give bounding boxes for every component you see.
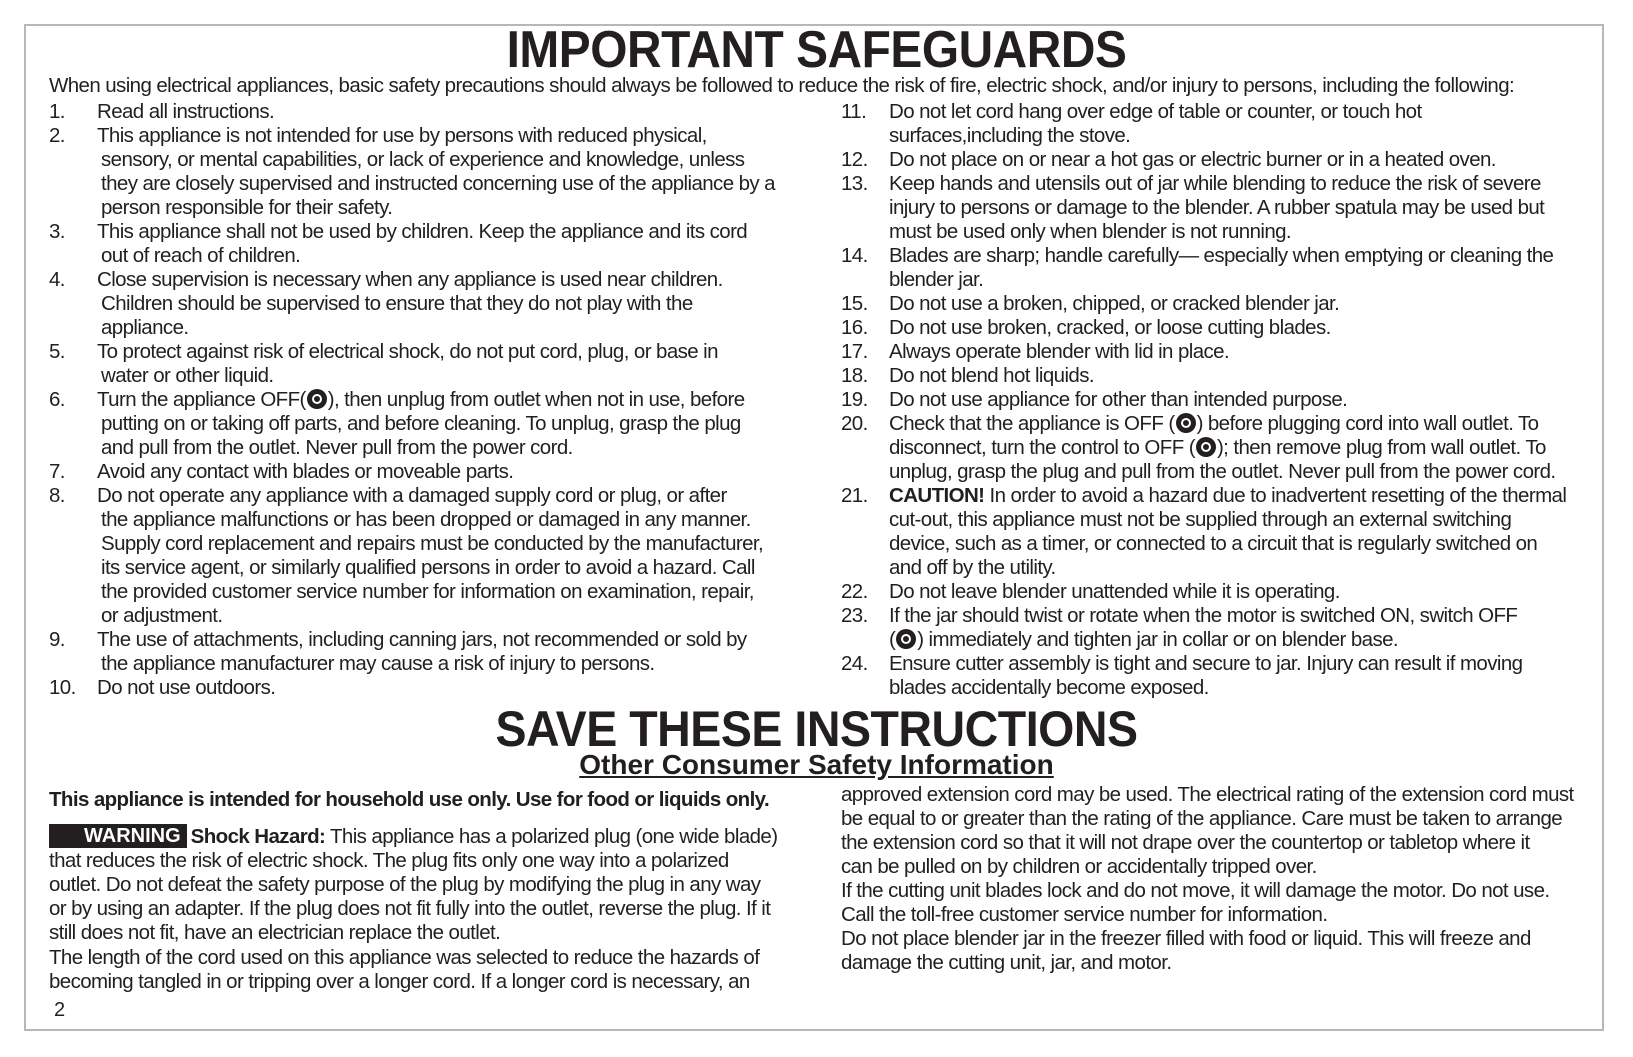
item-line: they are closely supervised and instructed concerning use of the appliance by a xyxy=(101,172,775,195)
item-line: Do not use broken, cracked, or loose cutting blades. xyxy=(889,316,1331,339)
item-text xyxy=(889,604,1591,652)
save-instructions-title: SAVE THESE INSTRUCTIONS xyxy=(495,701,1138,757)
item-number: 5. xyxy=(49,340,65,363)
item-line: ( ) immediately and tighten jar in collar or on blender base. xyxy=(889,628,1399,651)
shock-hazard-first-line xyxy=(49,824,789,849)
item-text xyxy=(889,316,1591,340)
item-line: Supply cord replacement and repairs must be conducted by the manufacturer, xyxy=(101,532,764,555)
item-line: or adjustment. xyxy=(101,604,223,627)
item-line: device, such as a timer, or connected to a circuit that is regularly switched on xyxy=(889,532,1538,555)
paragraph-line: that reduces the risk of electric shock. The plug fits only one way into a polarized xyxy=(49,849,729,872)
power-off-icon xyxy=(896,629,916,649)
page-number: 2 xyxy=(54,999,66,1021)
item-number: 13. xyxy=(841,172,868,195)
paragraph-line: The length of the cord used on this appliance was selected to reduce the hazards of xyxy=(49,946,760,969)
cord-length-paragraph xyxy=(49,946,789,994)
shock-hazard-paragraph xyxy=(49,824,789,945)
extension-cord-paragraph xyxy=(841,783,1601,975)
household-use-notice: This appliance is intended for household use only. Use for food or liquids only. xyxy=(49,788,770,811)
item-number: 12. xyxy=(841,148,868,171)
safeguard-item xyxy=(49,676,799,700)
safeguard-item xyxy=(49,268,799,340)
item-line: Avoid any contact with blades or moveable parts. xyxy=(97,460,514,483)
power-off-icon xyxy=(1176,413,1196,433)
item-line: sensory, or mental capabilities, or lack of experience and knowledge, unless xyxy=(101,148,745,171)
item-line: CAUTION! In order to avoid a hazard due to inadvertent resetting of the thermal xyxy=(889,484,1567,507)
item-line: This appliance shall not be used by children. Keep the appliance and its cord xyxy=(97,220,748,243)
paragraph-line: or by using an adapter. If the plug does not fit fully into the outlet, reverse the plug. If it xyxy=(49,897,771,920)
safeguard-item xyxy=(841,148,1591,172)
item-line: Check that the appliance is OFF ( ) before plugging cord into wall outlet. To xyxy=(889,412,1539,435)
item-text xyxy=(889,148,1591,172)
item-line: Do not blend hot liquids. xyxy=(889,364,1094,387)
item-number: 2. xyxy=(49,124,65,147)
item-number: 9. xyxy=(49,628,65,651)
item-text xyxy=(97,676,799,700)
item-number: 23. xyxy=(841,604,868,627)
item-line: Do not use a broken, chipped, or cracked blender jar. xyxy=(889,292,1340,315)
item-line: Close supervision is necessary when any appliance is used near children. xyxy=(97,268,723,291)
paragraph-line: If the cutting unit blades lock and do not move, it will damage the motor. Do not use. xyxy=(841,879,1550,902)
page-title: IMPORTANT SAFEGUARDS xyxy=(506,21,1127,79)
item-line: person responsible for their safety. xyxy=(101,196,393,219)
item-line: its service agent, or similarly qualified persons in order to avoid a hazard. Call xyxy=(101,556,755,579)
safeguard-item xyxy=(49,220,799,268)
safeguard-item xyxy=(49,388,799,460)
item-line: Do not leave blender unattended while it is operating. xyxy=(889,580,1340,603)
safeguards-list-right xyxy=(841,100,1591,700)
item-text xyxy=(97,220,799,268)
item-line: Always operate blender with lid in place. xyxy=(889,340,1230,363)
item-line: unplug, grasp the plug and pull from the outlet. Never pull from the power cord. xyxy=(889,460,1556,483)
item-number: 11. xyxy=(841,100,867,123)
item-line: Read all instructions. xyxy=(97,100,275,123)
item-line: Do not operate any appliance with a damaged supply cord or plug, or after xyxy=(97,484,727,507)
safeguard-item xyxy=(841,292,1591,316)
power-off-icon xyxy=(1196,437,1216,457)
intro-text: When using electrical appliances, basic safety precautions should always be followed to reduce the risk of fire, electric shock, and/or injury to persons, including the following: xyxy=(49,74,1515,97)
item-text xyxy=(889,580,1591,604)
item-text xyxy=(889,484,1591,580)
item-line: Do not use outdoors. xyxy=(97,676,276,699)
item-number: 17. xyxy=(841,340,868,363)
item-number: 8. xyxy=(49,484,65,507)
caution-label: CAUTION! xyxy=(889,484,985,507)
item-text xyxy=(97,340,799,388)
warning-badge: WARNING xyxy=(49,824,187,848)
paragraph-line: outlet. Do not defeat the safety purpose of the plug by modifying the plug in any way xyxy=(49,873,761,896)
item-text xyxy=(97,388,799,460)
item-text xyxy=(97,268,799,340)
item-number: 20. xyxy=(841,412,868,435)
item-number: 15. xyxy=(841,292,868,315)
safeguard-item xyxy=(841,244,1591,292)
item-number: 14. xyxy=(841,244,868,267)
item-text xyxy=(889,292,1591,316)
item-text xyxy=(889,364,1591,388)
item-line: Do not use appliance for other than intended purpose. xyxy=(889,388,1348,411)
item-line: disconnect, turn the control to OFF ( ); then remove plug from wall outlet. To xyxy=(889,436,1546,459)
item-line: blades accidentally become exposed. xyxy=(889,676,1209,699)
item-line: Ensure cutter assembly is tight and secure to jar. Injury can result if moving xyxy=(889,652,1523,675)
item-number: 3. xyxy=(49,220,65,243)
paragraph-line: the extension cord so that it will not drape over the countertop or tabletop where it xyxy=(841,831,1530,854)
item-line: cut-out, this appliance must not be supplied through an external switching xyxy=(889,508,1512,531)
paragraph-line: damage the cutting unit, jar, and motor. xyxy=(841,951,1172,974)
shock-hazard-label: Shock Hazard: xyxy=(190,825,326,848)
item-line: Turn the appliance OFF( ), then unplug from outlet when not in use, before xyxy=(97,388,745,411)
item-number: 22. xyxy=(841,580,868,603)
item-text xyxy=(889,244,1591,292)
safeguard-item xyxy=(49,628,799,676)
item-line: If the jar should twist or rotate when the motor is switched ON, switch OFF xyxy=(889,604,1518,627)
item-number: 18. xyxy=(841,364,868,387)
safeguard-item xyxy=(841,388,1591,412)
item-text xyxy=(889,412,1591,484)
item-line: out of reach of children. xyxy=(101,244,301,267)
item-line: must be used only when blender is not running. xyxy=(889,220,1292,243)
item-line: Keep hands and utensils out of jar while blending to reduce the risk of severe xyxy=(889,172,1541,195)
item-text xyxy=(97,628,799,676)
item-line: Do not let cord hang over edge of table or counter, or touch hot xyxy=(889,100,1422,123)
safeguard-item xyxy=(841,364,1591,388)
item-line: and off by the utility. xyxy=(889,556,1056,579)
item-text xyxy=(889,100,1591,148)
safeguard-item xyxy=(841,340,1591,364)
item-line: putting on or taking off parts, and before cleaning. To unplug, grasp the plug xyxy=(101,412,741,435)
paragraph-line: Call the toll-free customer service number for information. xyxy=(841,903,1328,926)
safeguard-item xyxy=(841,652,1591,700)
item-text xyxy=(889,652,1591,700)
item-line: surfaces,including the stove. xyxy=(889,124,1131,147)
item-number: 7. xyxy=(49,460,65,483)
item-text xyxy=(889,388,1591,412)
item-text xyxy=(97,484,799,628)
item-line: To protect against risk of electrical shock, do not put cord, plug, or base in xyxy=(97,340,718,363)
safeguard-item xyxy=(49,340,799,388)
item-text xyxy=(97,460,799,484)
consumer-safety-subtitle: Other Consumer Safety Information xyxy=(579,749,1054,780)
safeguard-item xyxy=(841,172,1591,244)
safeguard-item xyxy=(49,460,799,484)
item-text xyxy=(889,172,1591,244)
paragraph-line: still does not fit, have an electrician replace the outlet. xyxy=(49,921,501,944)
item-line: the appliance malfunctions or has been dropped or damaged in any manner. xyxy=(101,508,751,531)
safeguard-item xyxy=(49,124,799,220)
item-line: the appliance manufacturer may cause a risk of injury to persons. xyxy=(101,652,655,675)
safeguard-item xyxy=(841,580,1591,604)
shock-hazard-text: This appliance has a polarized plug (one wide blade) xyxy=(325,825,778,848)
item-number: 6. xyxy=(49,388,65,411)
item-line: Blades are sharp; handle carefully— especially when emptying or cleaning the xyxy=(889,244,1554,267)
item-line: water or other liquid. xyxy=(101,364,274,387)
paragraph-line: be equal to or greater than the rating of the appliance. Care must be taken to arrange xyxy=(841,807,1563,830)
item-line: The use of attachments, including canning jars, not recommended or sold by xyxy=(97,628,747,651)
power-off-icon xyxy=(307,389,327,409)
item-text xyxy=(889,340,1591,364)
item-line: Do not place on or near a hot gas or electric burner or in a heated oven. xyxy=(889,148,1496,171)
paragraph-line: approved extension cord may be used. The electrical rating of the extension cord must xyxy=(841,783,1574,806)
paragraph-line: can be pulled on by children or accidentally tripped over. xyxy=(841,855,1317,878)
item-number: 19. xyxy=(841,388,868,411)
safeguard-item xyxy=(841,316,1591,340)
item-line: Children should be supervised to ensure that they do not play with the xyxy=(101,292,693,315)
item-number: 21. xyxy=(841,484,868,507)
item-number: 1. xyxy=(49,100,65,123)
safeguard-item xyxy=(49,484,799,628)
item-number: 4. xyxy=(49,268,65,291)
item-line: and pull from the outlet. Never pull from the power cord. xyxy=(101,436,573,459)
item-line: the provided customer service number for information on examination, repair, xyxy=(101,580,754,603)
item-text xyxy=(97,100,799,124)
item-number: 10. xyxy=(49,676,76,699)
item-line: injury to persons or damage to the blender. A rubber spatula may be used but xyxy=(889,196,1545,219)
safeguard-item xyxy=(49,100,799,124)
paragraph-line: Do not place blender jar in the freezer filled with food or liquid. This will freeze and xyxy=(841,927,1531,950)
safeguard-item xyxy=(841,604,1591,652)
item-number: 16. xyxy=(841,316,868,339)
item-line: appliance. xyxy=(101,316,189,339)
item-number: 24. xyxy=(841,652,868,675)
item-text xyxy=(97,124,799,220)
safeguard-item xyxy=(841,100,1591,148)
paragraph-line: becoming tangled in or tripping over a longer cord. If a longer cord is necessary, an xyxy=(49,970,750,993)
safeguard-item xyxy=(841,484,1591,580)
safeguards-list-left xyxy=(49,100,799,700)
item-line: This appliance is not intended for use by persons with reduced physical, xyxy=(97,124,707,147)
safeguard-item xyxy=(841,412,1591,484)
item-line: blender jar. xyxy=(889,268,984,291)
